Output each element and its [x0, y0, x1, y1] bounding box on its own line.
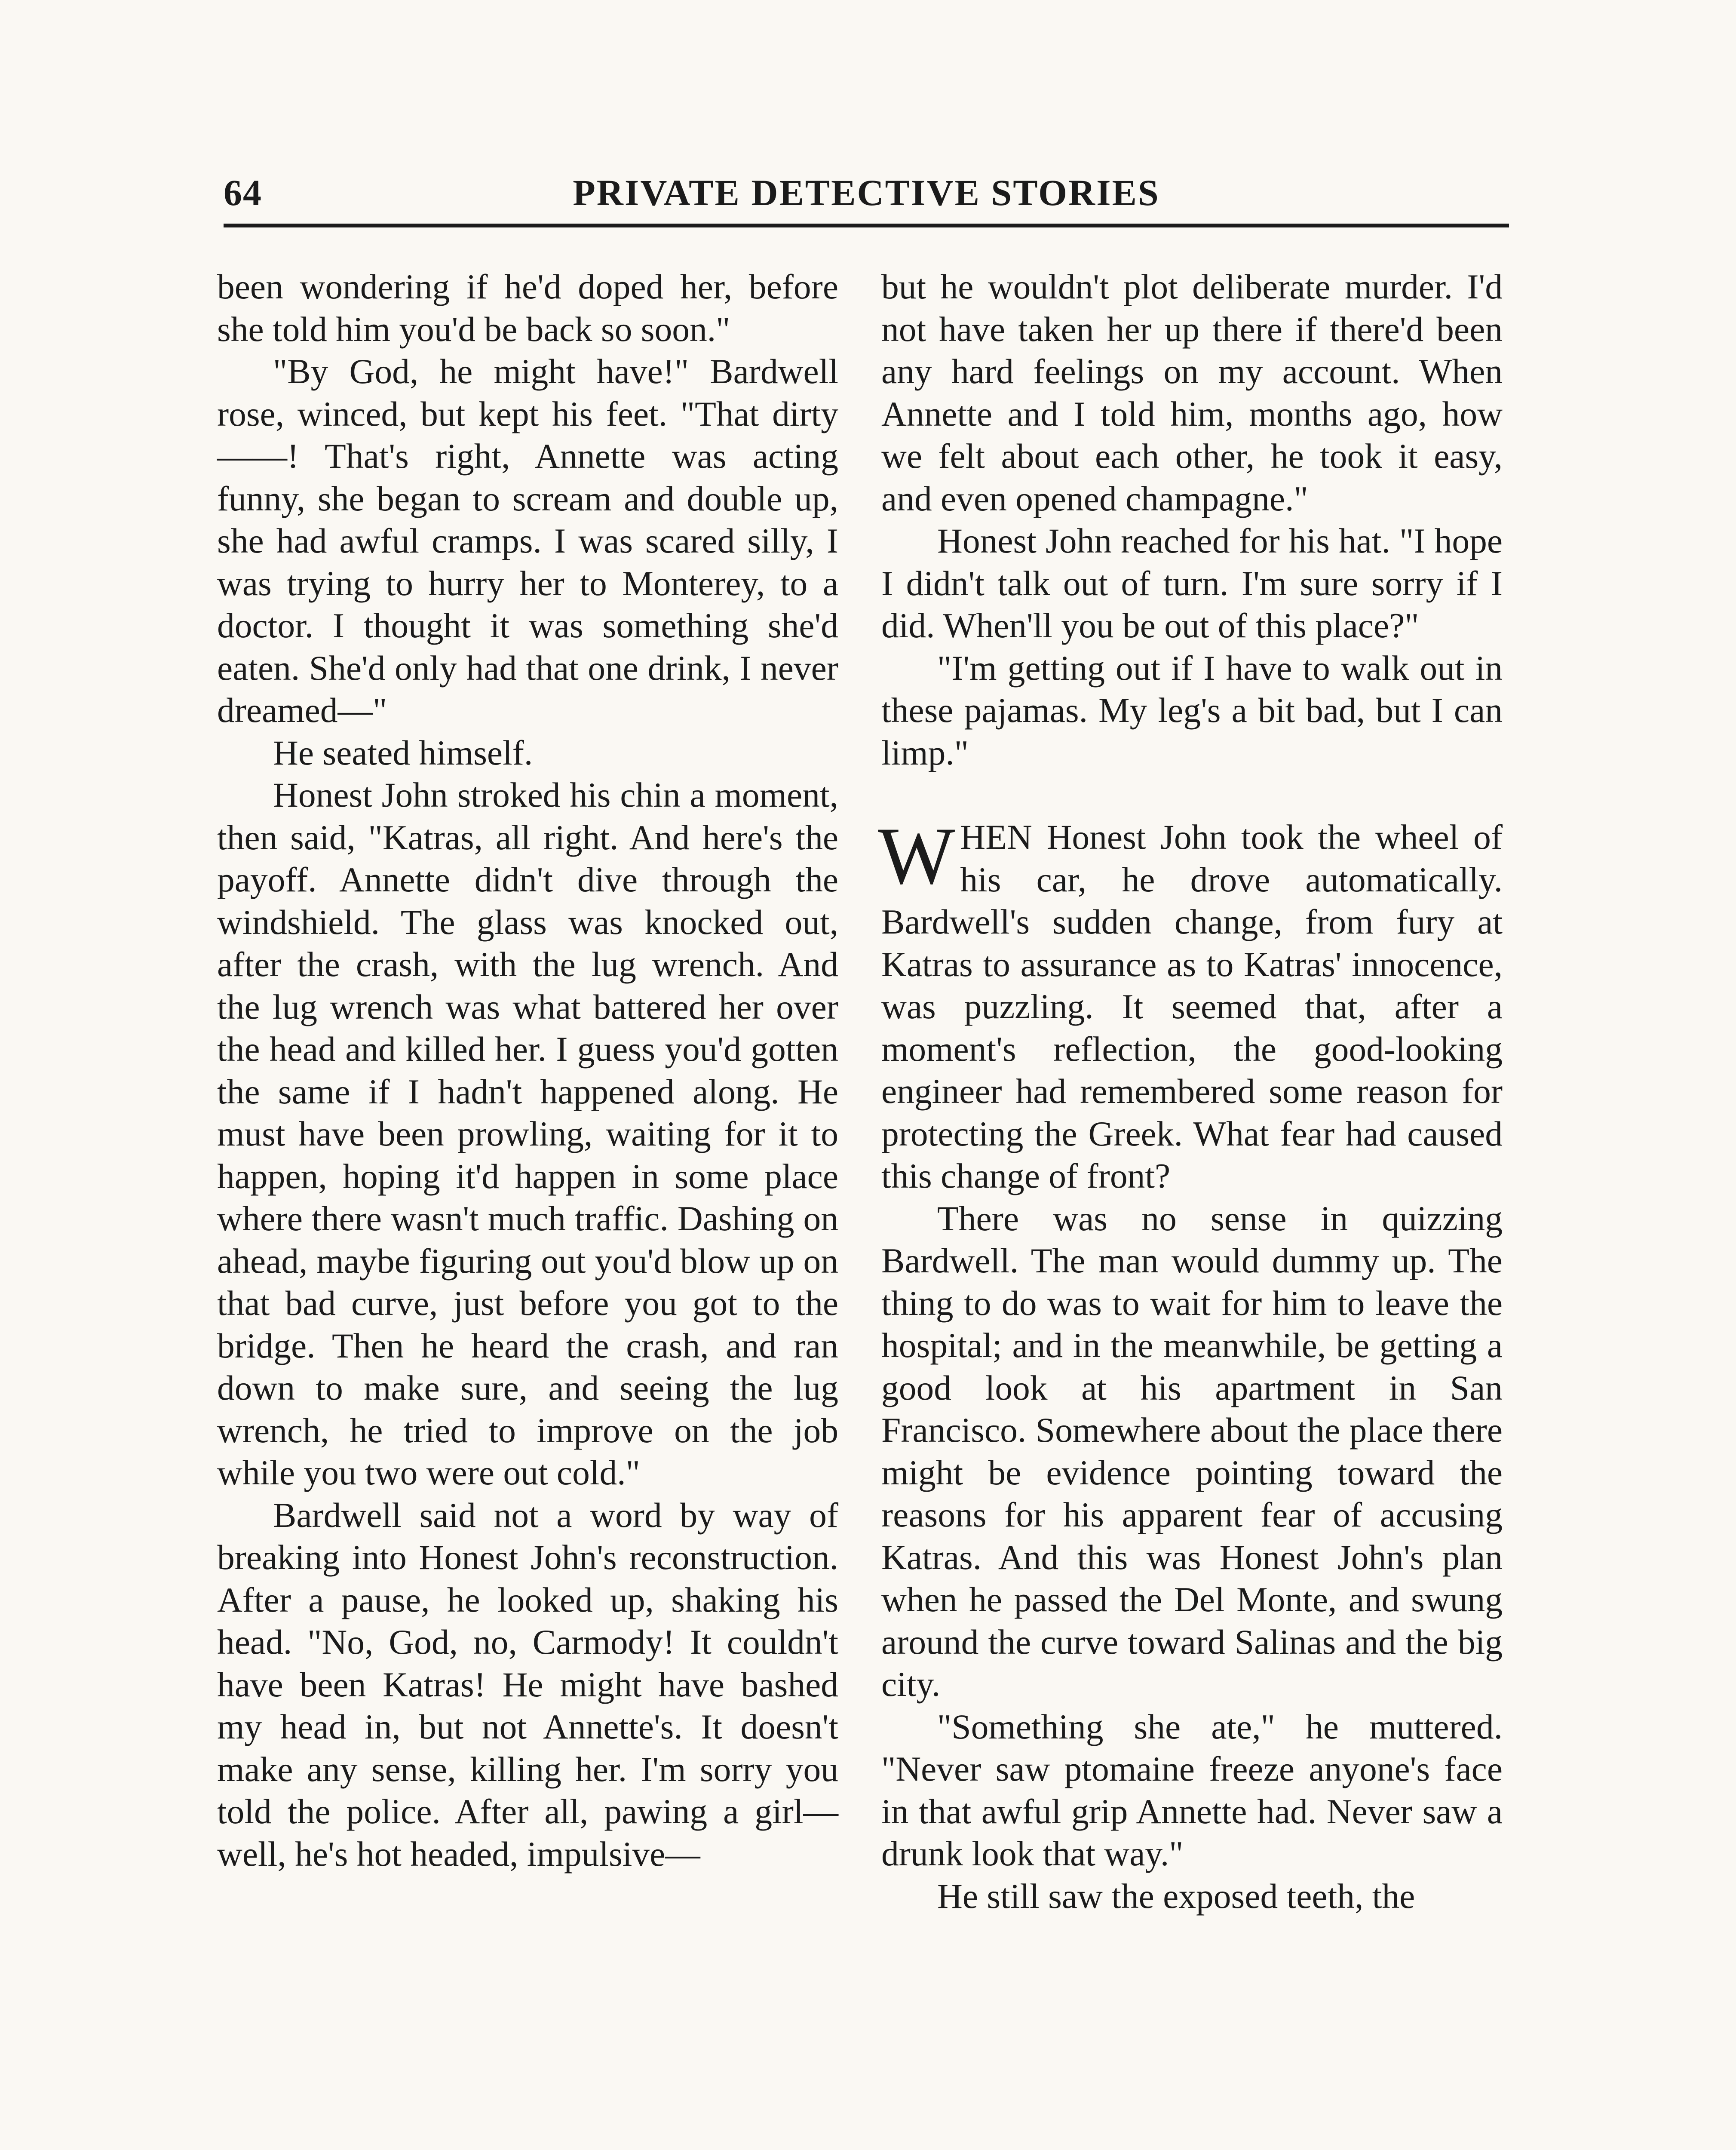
paragraph: "By God, he might have!" Bardwell rose, winced, but kept his feet. "That dirty ——! That's right, Annette was acting funny, she began to scream and double up, she had awful cramps. I was scared silly, I was trying to hurry her to Monterey, to a doctor. I thought it was something she'd eaten. She'd only had that one drink, I never dreamed—"	[217, 352, 838, 730]
paragraph: Honest John reached for his hat. "I hope I didn't talk out of turn. I'm sure sorry if I did. When'll you be out of this place?"	[881, 521, 1503, 645]
paragraph: been wondering if he'd doped her, before she told him you'd be back so soon."	[217, 267, 838, 349]
left-column	[217, 266, 838, 1875]
paragraph: but he wouldn't plot deliberate murder. I'd not have taken her up there if there'd been any hard feelings on my account. When Annette and I told him, months ago, how we felt about each other, he took it easy, and even opened champagne."	[881, 267, 1503, 518]
page-number: 64	[224, 172, 262, 213]
section-opening-paragraph	[878, 811, 1503, 1198]
page-header	[224, 171, 1509, 223]
paragraph: He still saw the exposed teeth, the	[937, 1876, 1415, 1916]
section-opening-text: HEN Honest John took the wheel of his car, he drove automatically. Bardwell's sudden change, from fury at Katras to assurance as to Katras' innocence, was puzzling. It seemed that, after a moment's reflection, the good-looking engineer had remembered some reason for protecting the Greek. What fear had caused this change of front?	[881, 817, 1503, 1195]
right-column	[878, 266, 1503, 1917]
paragraph: Bardwell said not a word by way of breaking into Honest John's reconstruction. After a pause, he looked up, shaking his head. "No, God, no, Carmody! It couldn't have been Katras! He might have bashed my head in, but not Annette's. It doesn't make any sense, killing her. I'm sorry you told the police. After all, pawing a girl—well, he's hot headed, impulsive—	[217, 1495, 838, 1874]
paragraph: There was no sense in quizzing Bardwell. The man would dummy up. The thing to do was to wait for him to leave the hospital; and in the meanwhile, be getting a good look at his apartment in San Francisco. Somewhere about the place there might be evidence pointing toward the reasons for his apparent fear of accusing Katras. And this was Honest John's plan when he passed the Del Monte, and swung around the curve toward Salinas and the big city.	[881, 1198, 1503, 1704]
paragraph: "Something she ate," he muttered. "Never saw ptomaine freeze anyone's face in that awful grip Annette had. Never saw a drunk look that way."	[881, 1707, 1503, 1873]
running-title: PRIVATE DETECTIVE STORIES	[573, 172, 1160, 213]
paragraph: Honest John stroked his chin a moment, then said, "Katras, all right. And here's the payoff. Annette didn't dive through the windshield. The glass was knocked out, after the crash, with the lug wrench. And the lug wrench was what battered her over the head and killed her. I guess you'd gotten the same if I hadn't happened along. He must have been prowling, waiting for it to happen, hoping it'd happen in some place where there wasn't much traffic. Dashing on ahead, maybe figuring out you'd blow up on that bad curve, just before you got to the bridge. Then he heard the crash, and ran down to make sure, and seeing the lug wrench, he tried to improve on the job while you two were out cold."	[217, 775, 838, 1492]
header-rule	[224, 224, 1509, 227]
drop-cap: W	[878, 811, 955, 901]
paragraph: "I'm getting out if I have to walk out in these pajamas. My leg's a bit bad, but I can limp."	[881, 648, 1503, 772]
paragraph: He seated himself.	[273, 733, 533, 772]
